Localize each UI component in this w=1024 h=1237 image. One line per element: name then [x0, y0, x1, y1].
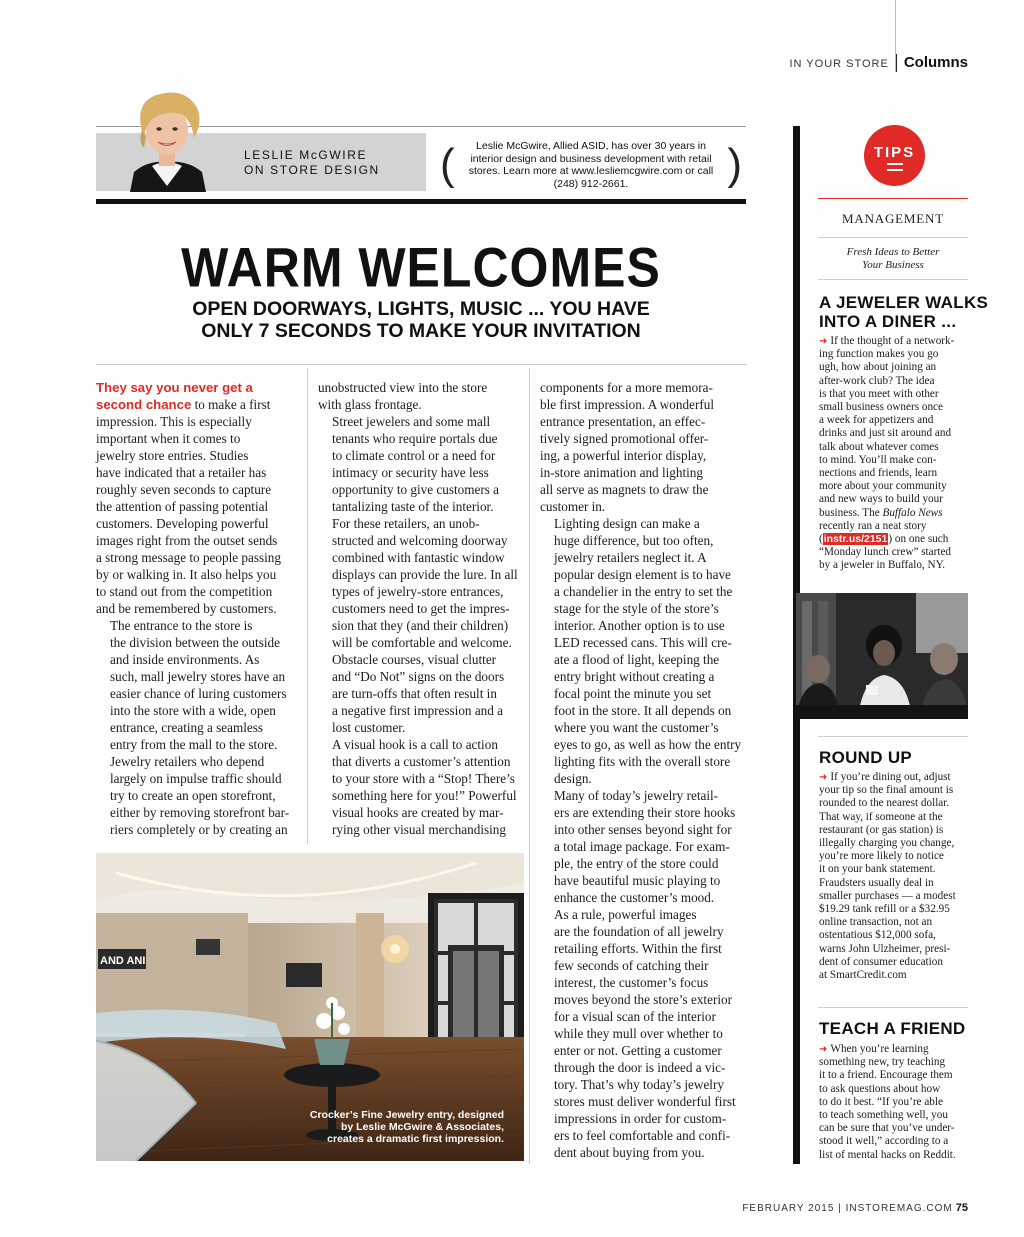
text-line: by or walking in. It also helps you: [96, 567, 277, 582]
tip-line-text: restaurant (or gas station) is: [819, 823, 944, 836]
text-line: into the store with a wide, open: [110, 703, 276, 718]
text-line: huge difference, but too often,: [554, 533, 714, 548]
text-line: combined with fantastic window: [332, 550, 505, 565]
tip-line-text: and new ways to build your: [819, 493, 943, 506]
tip-line: [819, 1069, 956, 1082]
text-line: structed and welcoming doorway: [332, 533, 508, 548]
text-line: lost customer.: [332, 720, 406, 735]
tip-line-text: to mind. You’ll make con-: [819, 453, 937, 466]
section-separator: [896, 54, 897, 72]
article-paragraph: [96, 379, 302, 617]
tip-line: [819, 1149, 956, 1162]
tip-heading: ROUND UP: [819, 748, 913, 767]
text-line: entrance presentation, an effec-: [540, 414, 706, 429]
text-line: in-store animation and lighting: [540, 465, 703, 480]
tagline-line: Fresh Ideas to Better: [846, 246, 940, 258]
text-line: unobstructed view into the store: [318, 380, 488, 395]
sidebar-rule: [818, 237, 968, 238]
text-line: for a visual scan of the interior: [554, 1009, 716, 1024]
tip-line: [819, 916, 956, 929]
photo-caption: [304, 1109, 504, 1145]
text-line: Many of today’s jewelry retail-: [554, 788, 719, 803]
text-line: lighting fits with the overall store: [554, 754, 731, 769]
tip-line: [819, 335, 954, 348]
columnist-topic-line: ON STORE DESIGN: [244, 163, 380, 177]
tip-line: [819, 929, 956, 942]
article-paragraph: [96, 617, 302, 838]
tip-line-text: online transaction, not an: [819, 916, 933, 929]
tip-line: [819, 1135, 956, 1148]
text-line: entry from the mall to the store.: [110, 737, 278, 752]
text-line: Lighting design can make a: [554, 516, 700, 531]
text-line: into other senses beyond sight for: [554, 822, 732, 837]
text-line: ble first impression. A wonderful: [540, 397, 714, 412]
text-line: A visual hook is a call to action: [332, 737, 498, 752]
tip-line: [819, 454, 954, 467]
text-line: enhance the customer’s mood.: [554, 890, 715, 905]
tip-line-text: If you’re dining out, adjust: [830, 771, 951, 783]
tip-line: [819, 811, 956, 824]
article-paragraph: [318, 379, 524, 413]
tip-line: [819, 1056, 956, 1069]
page-number: 75: [955, 1202, 968, 1214]
text-line: types of jewelry-store entrances,: [332, 584, 504, 599]
columnist-bio: [440, 142, 742, 188]
arrow-right-icon: ➜: [819, 772, 828, 783]
tip-line: [819, 375, 954, 388]
text-line: design.: [554, 771, 592, 786]
tip-line: [819, 863, 956, 876]
headline-rule: [96, 364, 746, 365]
article-column-2: [318, 379, 524, 838]
tip-line-text: after-work club? The idea: [819, 374, 935, 387]
text-line: to stand out from the competition: [96, 584, 273, 599]
deck-line-2: ONLY 7 SECONDS TO MAKE YOUR INVITATION: [201, 320, 641, 342]
text-line: Jewelry retailers who depend: [110, 754, 265, 769]
tip-line: [819, 401, 954, 414]
text-line: sion that they (and their children): [332, 618, 509, 633]
tip-line-text: it on your bank statement.: [819, 863, 936, 876]
text-line: intimacy or security have less: [332, 465, 489, 480]
text-line: the division between the outside: [110, 635, 280, 650]
tip-line: [819, 427, 954, 440]
tip-line: [819, 903, 956, 916]
tip-line-text: it to a friend. Encourage them: [819, 1069, 953, 1082]
tip-line-text: That way, if someone at the: [819, 810, 943, 823]
sidebar-category: MANAGEMENT: [842, 211, 944, 226]
article-column-3: [540, 379, 746, 1161]
text-line: the attention of passing potential: [96, 499, 269, 514]
sidebar-red-rule: [818, 198, 968, 199]
text-line: and be remembered by customers.: [96, 601, 277, 616]
text-line: interior. Another option is to use: [554, 618, 725, 633]
tip-line-text: stood it well,” according to a: [819, 1135, 949, 1148]
tip-line-text: ing function makes you go: [819, 348, 939, 361]
tip-line: [819, 388, 954, 401]
article-column-1: [96, 379, 302, 838]
tip-text: [819, 335, 954, 573]
tip-line-text: to teach something well, you: [819, 1109, 948, 1122]
tip-heading-line: INTO A DINER ...: [819, 312, 957, 331]
tip-line: [819, 507, 954, 520]
text-line: displays can provide the lure. In all: [332, 567, 518, 582]
text-line: entrance, creating a seamless: [110, 720, 264, 735]
bio-right-paren: ): [727, 140, 742, 189]
text-line: a chandelier in the entry to set the: [554, 584, 733, 599]
publication-name: Buffalo News: [882, 506, 943, 519]
tip-line: [819, 824, 956, 837]
tip-line: [819, 361, 954, 374]
tip-line-text: “Monday lunch crew” started: [819, 546, 952, 559]
sidebar-rule: [818, 736, 968, 737]
tip-line: [819, 1083, 956, 1096]
tip-line: [819, 414, 954, 427]
text-line: opportunity to give customers a: [332, 482, 500, 497]
text-line: important when it comes to: [96, 431, 241, 446]
tip-text: [819, 771, 956, 982]
text-line: tantalizing taste of the interior.: [332, 499, 494, 514]
tip-line: [819, 956, 956, 969]
text-line: are the foundation of all jewelry: [554, 924, 724, 939]
text-line: largely on impulse traffic should: [110, 771, 282, 786]
text-line: a strong message to people passing: [96, 550, 281, 565]
store-sign-text: AND ANI: [100, 955, 146, 967]
text-line: eyes to go, as well as how the entry: [554, 737, 742, 752]
tip-line-text: illegally charging you change,: [819, 837, 955, 850]
article-paragraph: [318, 736, 524, 838]
text-line: retailing efforts. Within the first: [554, 941, 722, 956]
article-paragraph: [540, 787, 746, 906]
tip-line-text: list of mental hacks on Reddit.: [819, 1148, 956, 1161]
tip-line-text: drinks and just sit around and: [819, 427, 952, 440]
tip-line-text: something new, try teaching: [819, 1056, 946, 1069]
text-line: interest, the customer’s focus: [554, 975, 709, 990]
tip-line-text: is that you meet with other: [819, 387, 939, 400]
tip-line-text: warns John Ulzheimer, presi-: [819, 942, 951, 955]
text-line: ers are extending their store hooks: [554, 805, 736, 820]
story-link[interactable]: instr.us/2151: [823, 533, 888, 546]
text-line: something here for you!” Powerful: [332, 788, 517, 803]
text-line: to make a first: [191, 397, 271, 412]
text-line: customers. Developing powerful: [96, 516, 269, 531]
tip-line-text: can be sure that you’ve under-: [819, 1122, 955, 1135]
footer-text: FEBRUARY 2015 | INSTOREMAG.COM: [742, 1203, 953, 1214]
text-line: ers to feel comfortable and confi-: [554, 1128, 731, 1143]
text-line: through the door is indeed a vic-: [554, 1060, 726, 1075]
tip-line: [819, 850, 956, 863]
tip-line-text: recently ran a neat story: [819, 519, 927, 532]
diner-photo: [796, 593, 968, 719]
sidebar-tagline: [818, 246, 968, 271]
tip-line-text: by a jeweler in Buffalo, NY.: [819, 559, 946, 572]
tip-line: [819, 877, 956, 890]
tip-heading-line: A JEWELER WALKS: [819, 293, 989, 312]
section-category: Columns: [903, 54, 968, 71]
tip-line: [819, 890, 956, 903]
text-line: foot in the store. It all depends on: [554, 703, 732, 718]
tip-line: [819, 1109, 956, 1122]
banner-bottom-rule: [96, 199, 746, 204]
tip-line: [819, 1122, 956, 1135]
caption-line: creates a dramatic first impression.: [327, 1133, 504, 1145]
tip-line: [819, 480, 954, 493]
tip-line-text: Fraudsters usually deal in: [819, 876, 934, 889]
text-line: will be comfortable and welcome.: [332, 635, 512, 650]
deck: [96, 298, 746, 342]
tip-line-text: your tip so the final amount is: [819, 784, 954, 797]
article-paragraph: [540, 906, 746, 1161]
tips-badge-label: TIPS: [873, 144, 916, 161]
text-line: roughly seven seconds to capture: [96, 482, 272, 497]
text-line: tory. That’s why today’s jewelry: [554, 1077, 724, 1092]
lead-in-line: [96, 396, 302, 413]
tip-line: [819, 493, 954, 506]
tip-line-text: ugh, how about joining an: [819, 361, 937, 374]
text-line: visual hooks are created by mar-: [332, 805, 504, 820]
columnist-portrait: [108, 86, 226, 192]
tip-line-text: ostentatious $12,000 sofa,: [819, 929, 936, 942]
tip-line: [819, 943, 956, 956]
text-line: The entrance to the store is: [110, 618, 253, 633]
text-line: stage for the style of the store’s: [554, 601, 719, 616]
text-line: Obstacle courses, visual clutter: [332, 652, 497, 667]
text-line: entry bright without creating a: [554, 669, 715, 684]
text-line: while they mull over whether to: [554, 1026, 723, 1041]
text-line: with glass frontage.: [318, 397, 422, 412]
text-line: For these retailers, an unob-: [332, 516, 480, 531]
text-line: tively signed promotional offer-: [540, 431, 709, 446]
text-line: all serve as magnets to draw the: [540, 482, 709, 497]
tip-text: [819, 1043, 956, 1162]
lead-in: They say you never get a: [96, 380, 253, 395]
tip-line-text: a week for appetizers and: [819, 414, 934, 427]
tip-line: [819, 559, 954, 572]
sidebar-rule: [818, 1007, 968, 1008]
text-line: tenants who require portals due: [332, 431, 498, 446]
text-line: images right from the outset sends: [96, 533, 278, 548]
tip-line: [819, 1096, 956, 1109]
tip-line-text: When you’re learning: [830, 1043, 929, 1055]
text-line: customers need to get the impres-: [332, 601, 510, 616]
tip-line: [819, 837, 956, 850]
text-line: a total image package. For exam-: [554, 839, 730, 854]
tip-line: (instr.us/2151) on one such: [819, 533, 949, 546]
bio-left-paren: (: [440, 140, 455, 189]
tip-line-text: smaller purchases — a modest: [819, 889, 956, 902]
caption-line: Crocker’s Fine Jewelry entry, designed: [309, 1109, 504, 1121]
text-line: Street jewelers and some mall: [332, 414, 491, 429]
tip-line-text: nections and friends, learn: [819, 467, 938, 480]
tip-line-text: on one such: [892, 533, 949, 546]
text-line: try to create an open storefront,: [110, 788, 276, 803]
tips-badge: [864, 125, 925, 186]
text-line: moves beyond the store’s exterior: [554, 992, 732, 1007]
tip-line-text: you’re more likely to notice: [819, 850, 944, 863]
text-line: enter or not. Getting a customer: [554, 1043, 722, 1058]
tip-line: [819, 546, 954, 559]
columnist-name: [244, 148, 380, 178]
tip-line: [819, 797, 956, 810]
text-line: such, mall jewelry stores have an: [110, 669, 286, 684]
text-line: impression. This is especially: [96, 414, 252, 429]
bio-text: Leslie McGwire, Allied ASID, has over 30 years in interior design and business development with retail stores. Learn more at www.lesliemcgwire.com or call (248) 912-2661.: [468, 140, 714, 190]
tip-line: [819, 348, 954, 361]
headline: WARM WELCOMES: [181, 236, 661, 299]
text-line: easier chance of luring customers: [110, 686, 287, 701]
text-line: jewelry store entries. Studies: [96, 448, 249, 463]
tip-line: [819, 771, 956, 784]
tip-line: [819, 520, 954, 533]
tip-line-text: more about your community: [819, 480, 947, 493]
text-line: riers completely or by creating an: [110, 822, 288, 837]
tip-line-text: talk about whatever comes: [819, 440, 939, 453]
arrow-right-icon: ➜: [819, 336, 828, 347]
tip-line-text: to ask questions about how: [819, 1082, 941, 1095]
text-line: stores must deliver wonderful first: [554, 1094, 736, 1109]
tagline-line: Your Business: [862, 258, 924, 271]
text-line: impressions in order for custom-: [554, 1111, 727, 1126]
section-label: [789, 54, 968, 72]
tip-line-text: rounded to the nearest dollar.: [819, 797, 950, 810]
deck-line-1: OPEN DOORWAYS, LIGHTS, MUSIC ... YOU HAVE: [192, 298, 650, 320]
tip-heading: [819, 293, 988, 331]
lead-in-line: [96, 379, 302, 396]
column-divider-1: [307, 368, 308, 844]
text-line: few seconds of catching their: [554, 958, 709, 973]
col1-p0-rest: [96, 413, 302, 617]
tip-line: [819, 784, 956, 797]
text-line: ple, the entry of the store could: [554, 856, 719, 871]
text-line: and “Do Not” signs on the doors: [332, 669, 505, 684]
text-line: that diverts a customer’s attention: [332, 754, 511, 769]
text-line: LED recessed cans. This will cre-: [554, 635, 732, 650]
page-footer: [742, 1202, 968, 1214]
equals-icon: [887, 163, 903, 171]
article-paragraph: [540, 379, 746, 515]
text-line: dent about buying from you.: [554, 1145, 705, 1160]
article-paragraph: [540, 515, 746, 787]
store-entry-photo: [96, 853, 524, 1161]
tip-line-text: small business owners once: [819, 401, 943, 414]
tip-line-text: $19.29 tank refill or a $32.95: [819, 903, 950, 916]
section-name: IN YOUR STORE: [789, 58, 889, 70]
text-line: have indicated that a retailer has: [96, 465, 267, 480]
text-line: and inside environments. As: [110, 652, 260, 667]
column-divider-2: [529, 368, 530, 1164]
text-line: rying other visual merchandising: [332, 822, 506, 837]
tip-line-text: business. The: [819, 506, 883, 519]
tip-line-text: dent of consumer education: [819, 955, 943, 968]
text-line: As a rule, powerful images: [554, 907, 697, 922]
text-line: ate a flood of light, keeping the: [554, 652, 720, 667]
text-line: to your store with a “Stop! There’s: [332, 771, 515, 786]
text-line: to climate control or a need for: [332, 448, 496, 463]
text-line: either by removing storefront bar-: [110, 805, 290, 820]
article-paragraph: [318, 413, 524, 736]
text-line: components for a more memora-: [540, 380, 713, 395]
caption-line: by Leslie McGwire & Associates,: [340, 1121, 504, 1133]
tip-line: [819, 1043, 956, 1056]
lead-in: second chance: [96, 397, 192, 412]
text-line: are turn-offs that often result in: [332, 686, 497, 701]
text-line: popular design element is to have: [554, 567, 731, 582]
text-line: jewelry retailers neglect it. A: [554, 550, 707, 565]
tip-line: [819, 467, 954, 480]
text-line: a negative first impression and a: [332, 703, 504, 718]
text-line: where you want the customer’s: [554, 720, 719, 735]
text-line: have beautiful music playing to: [554, 873, 721, 888]
tip-line-text: at SmartCredit.com: [819, 969, 907, 982]
arrow-right-icon: ➜: [819, 1044, 828, 1055]
tip-heading: TEACH A FRIEND: [819, 1019, 966, 1038]
tip-line-text: If the thought of a network-: [830, 335, 955, 347]
tip-line-text: to do it best. “If you’re able: [819, 1095, 943, 1108]
tip-line: [819, 969, 956, 982]
text-line: ing, a powerful interior display,: [540, 448, 707, 463]
tip-line: [819, 441, 954, 454]
text-line: focal point the minute you set: [554, 686, 712, 701]
text-line: customer in.: [540, 499, 606, 514]
columnist-name-line: LESLIE McGWIRE: [244, 148, 368, 162]
sidebar-rule: [818, 279, 968, 280]
